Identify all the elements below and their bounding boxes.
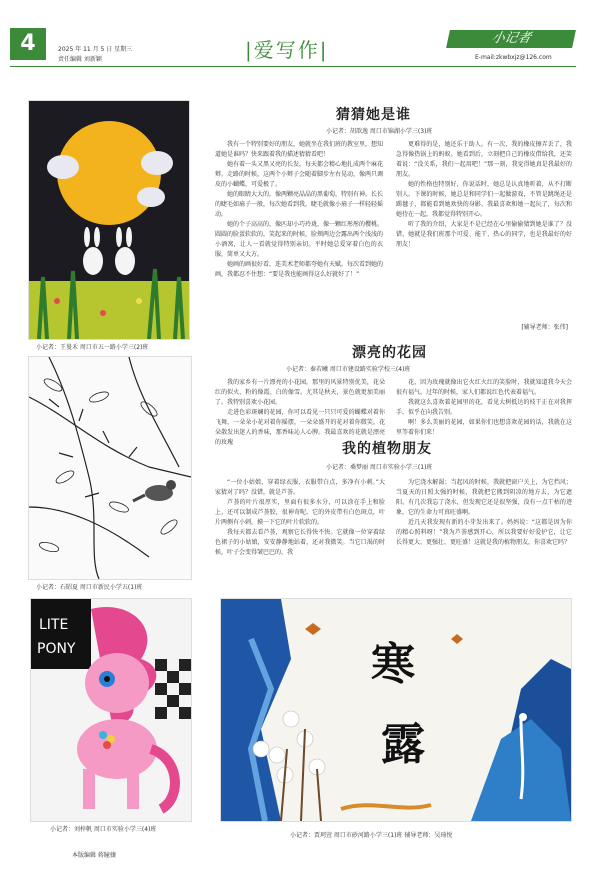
responsible-editor: 责任编辑 刘新颖 bbox=[58, 56, 102, 63]
pony-text-line-2: PONY bbox=[37, 641, 76, 657]
article-1-title: 猜猜她是谁 bbox=[336, 107, 411, 123]
article-3-column-2 bbox=[396, 478, 572, 598]
article-2-title: 漂亮的花园 bbox=[352, 345, 427, 361]
paragraph: 我有一个特别要好的朋友，她就坐在我们班的教室里，想知道她是谁吗？快来跟着我的描述猜猜看吧！ bbox=[215, 141, 383, 158]
caption-picture-3: 小记者：刘梓帆 周口市实验小学三(4)班 bbox=[50, 826, 157, 833]
page-editor-footer: 本版编辑 蒋瞳骧 bbox=[72, 852, 116, 859]
calligraphy-char-2: 露 bbox=[381, 719, 425, 770]
paragraph: “一位小姑娘，穿着绿衣服，衣服带白点，多净有小刺。”大家猜对了吗？没错，就是芦荟。 bbox=[215, 479, 385, 496]
article-1-teacher: [辅导老师：张伟] bbox=[521, 324, 568, 331]
contact-email: E-mail:zkwbxjz@126.com bbox=[475, 54, 552, 61]
painting-cold-dew bbox=[220, 598, 572, 822]
paragraph: 我就这么喜欢着花园里的花，看见大树抵达的枝干正在对我挥手，似乎在向我告别。 bbox=[396, 399, 572, 416]
brand-banner: 小记者 bbox=[446, 30, 576, 48]
article-1-column-1 bbox=[215, 140, 383, 336]
paragraph: 近几天我发现有新的小芽发出来了。妈妈说：“这都是因为你的精心照料呀！”我为芦荟感到开心，所以我要好好爱护它，让它长得更大、更强壮、更旺盛！这就是我的植物朋友，你喜欢它吗？ bbox=[396, 519, 572, 546]
article-2-byline: 小记者：秦若曦 周口市建设路实验学校三(4)班 bbox=[286, 366, 411, 373]
header-divider bbox=[10, 66, 576, 67]
article-3-column-1 bbox=[215, 478, 385, 598]
paragraph: 芦荟的叶片很厚实，里面有很多水分，可以涂在手上和脸上，还可以制成芦荟胶，很神奇呢。它的外皮带有白色斑点，叶片两侧有小刺，摸一下它的叶片软软的。 bbox=[215, 499, 385, 526]
pony-text-line-1: LITE bbox=[39, 617, 69, 633]
issue-date: 2025 年 11 月 5 日 星期三 bbox=[58, 46, 133, 53]
page-number: 4 bbox=[10, 28, 46, 60]
section-title: |爱写作| bbox=[245, 38, 329, 62]
painting-pink-pony bbox=[30, 598, 192, 822]
paragraph: 我的家乡有一片漂亮的小花园，那里的风景特别优美，花朵红的似火、粉的像霞、白的像雪。尤其是秋天，景色就更加美丽了。我特别喜欢小花园。 bbox=[215, 379, 385, 406]
paragraph: 更难得的是，她还乐于助人。有一次，我的橡皮擦弄丢了，我急得像热锅上的蚂蚁。她看到后，立刻把自己的橡皮借给我，还笑着说：“没关系，我们一起用吧！”那一刻，我觉得她真是我最好的朋友。 bbox=[396, 141, 572, 178]
paragraph: 她的眼睛大大的，像两颗亮晶晶的黑葡萄，特别有神。长长的睫毛如扇子一般，每次她看到我，睫毛就像小扇子一样轻轻摇动。 bbox=[215, 191, 383, 218]
paragraph: 啊！多么美丽的花园，如果你们也想喜欢花园的话，我就在这里等着你们来！ bbox=[396, 419, 572, 436]
paragraph: 她的性格也特别好，你说话时，她总是认真地听着，从不打断别人。下课的时候，她总是和同学们一起做游戏，不管是跳绳还是踢毽子，都能看到她欢快的身影。我最喜欢和她一起玩了，每次和她待在一起，我都觉得特别开心。 bbox=[396, 181, 572, 218]
paragraph: 为它浇水解渴；当起风的时候，我就把窗户关上，为它挡风；当夏天的日照太强的时候，我就把它搬到阴凉的地方去，为它遮阳。有几次我忘了浇水，但发现它还是很坚强，没有一点干枯的迹象，它的生命力可真旺盛啊。 bbox=[396, 479, 572, 516]
paragraph: 听了我的介绍，大家是不是已经在心里偷偷猜到她是谁了？没错，她就是我们班那个可爱、能干、热心的同学，也是我最好的好朋友！ bbox=[396, 221, 572, 248]
caption-picture-4: 小记者：贾珂萱 周口市砂河路小学三(1)班 辅导老师：吴琦悦 bbox=[290, 832, 453, 839]
paragraph: 花，因为玫瑰就像出它火红火红的笑脸时，我就知道我今天会很有福气。过年的时候，家人们都说红色代表着福气。 bbox=[396, 379, 572, 396]
paragraph: 她有着一头又黑又亮的长发，每天都会精心地扎成两个麻花辫。走路的时候，这两个小辫子会随着脚步左右晃动，像两只调皮的小蝴蝶，可爱极了。 bbox=[215, 161, 383, 188]
paragraph: 她画的画很好看，连美术老师都夸她有天赋。每次看到她的画，我都忍不住想：“要是我也能画得这么好就好了！” bbox=[215, 261, 383, 278]
painting-moon-rabbits bbox=[28, 100, 190, 340]
caption-picture-1: 小记者：王曼禾 周口市五一路小学三(2)班 bbox=[36, 344, 149, 351]
paragraph: 她的个子高高的，像匹却小巧玲珑，像一颗红彤彤的樱桃。圆圆的脸蛋软软的，笑起来的时候，脸颊两边会露出两个浅浅的小酒窝，让人一看就觉得特别亲切。平时她总爱穿着白色的衣服，简单又大方。 bbox=[215, 221, 383, 258]
caption-picture-2: 小记者：石昭夏 周口市新民小学五(1)班 bbox=[36, 584, 143, 591]
article-3-title: 我的植物朋友 bbox=[342, 441, 432, 457]
paragraph: 我每天都去看芦荟，观察它长得快不快。它就像一位穿着绿色裙子的小姑娘，安安静静地站着，还对我微笑。当它口渴的时候，叶子会变得皱巴巴的，我 bbox=[215, 529, 385, 556]
article-3-byline: 小记者：桑梦丽 周口市实验小学三(1)班 bbox=[326, 464, 433, 471]
calligraphy-char-1: 寒 bbox=[371, 639, 415, 690]
drawing-bird-branches bbox=[28, 356, 192, 580]
article-1-column-2 bbox=[396, 140, 572, 310]
paragraph: 走进色彩斑斓的花园，你可以看见一只只可爱的蝴蝶对着你飞舞，一朵朵小花对着你摇摆，一朵朵盛开的花对着你微笑。花朵散发出迷人的香味，那香味沁人心脾。我最喜欢的花就是漂亮的玫瑰 bbox=[215, 409, 385, 446]
article-1-byline: 小记者：胡歆逸 周口市锦湖小学三(3)班 bbox=[326, 128, 433, 135]
